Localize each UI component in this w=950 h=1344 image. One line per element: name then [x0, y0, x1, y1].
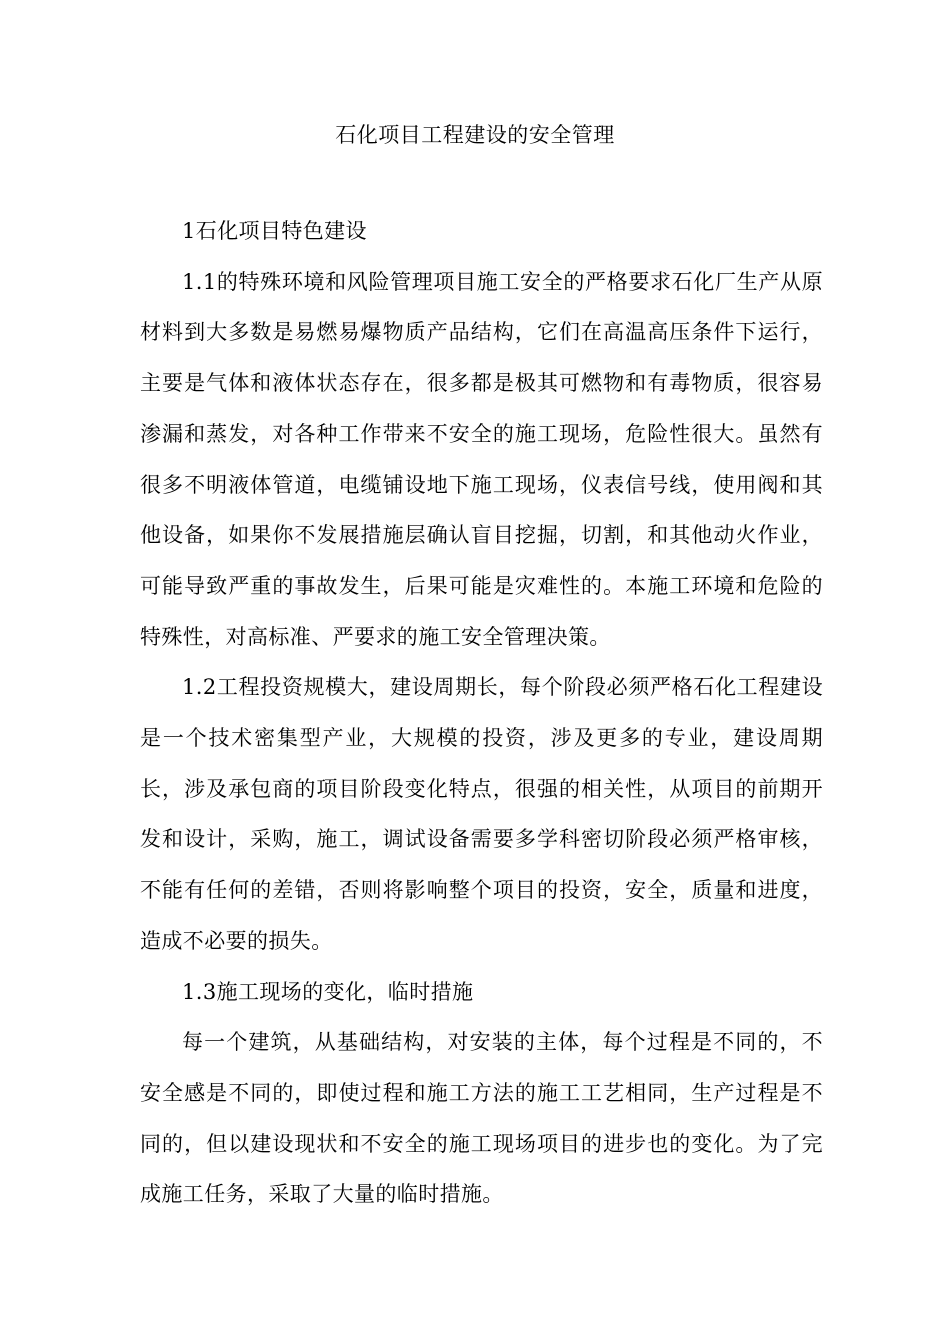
- paragraph-1-1: 1.1的特殊环境和风险管理项目施工安全的严格要求石化厂生产从原材料到大多数是易燃易爆物质产品结构，它们在高温高压条件下运行，主要是气体和液体状态存在，很多都是极其可燃物和有毒物质，很容易渗漏和蒸发，对各种工作带来不安全的施工现场，危险性很大。虽然有很多不明液体管道，电缆铺设地下施工现场，仪表信号线，使用阀和其他设备，如果你不发展措施层确认盲目挖掘，切割，和其他动火作业，可能导致严重的事故发生，后果可能是灾难性的。本施工环境和危险的特殊性，对高标准、严要求的施工安全管理决策。: [140, 269, 823, 649]
- paragraph-1-3: 每一个建筑，从基础结构，对安装的主体，每个过程是不同的，不安全感是不同的，即使过程和施工方法的施工工艺相同，生产过程是不同的，但以建设现状和不安全的施工现场项目的进步也的变化。为了完成施工任务，采取了大量的临时措施。: [140, 1030, 823, 1207]
- paragraph-1-2: 1.2工程投资规模大，建设周期长，每个阶段必须严格石化工程建设是一个技术密集型产业，大规模的投资，涉及更多的专业，建设周期长，涉及承包商的项目阶段变化特点，很强的相关性，从项目的前期开发和设计，采购，施工，调试设备需要多学科密切阶段必须严格审核，不能有任何的差错，否则将影响整个项目的投资，安全，质量和进度，造成不必要的损失。: [140, 675, 823, 953]
- document-title: 石化项目工程建设的安全管理: [335, 123, 615, 147]
- section-1-heading: 1石化项目特色建设: [182, 219, 367, 243]
- section-1-3-heading: 1.3施工现场的变化，临时措施: [182, 979, 474, 1004]
- document-body: [140, 206, 823, 1220]
